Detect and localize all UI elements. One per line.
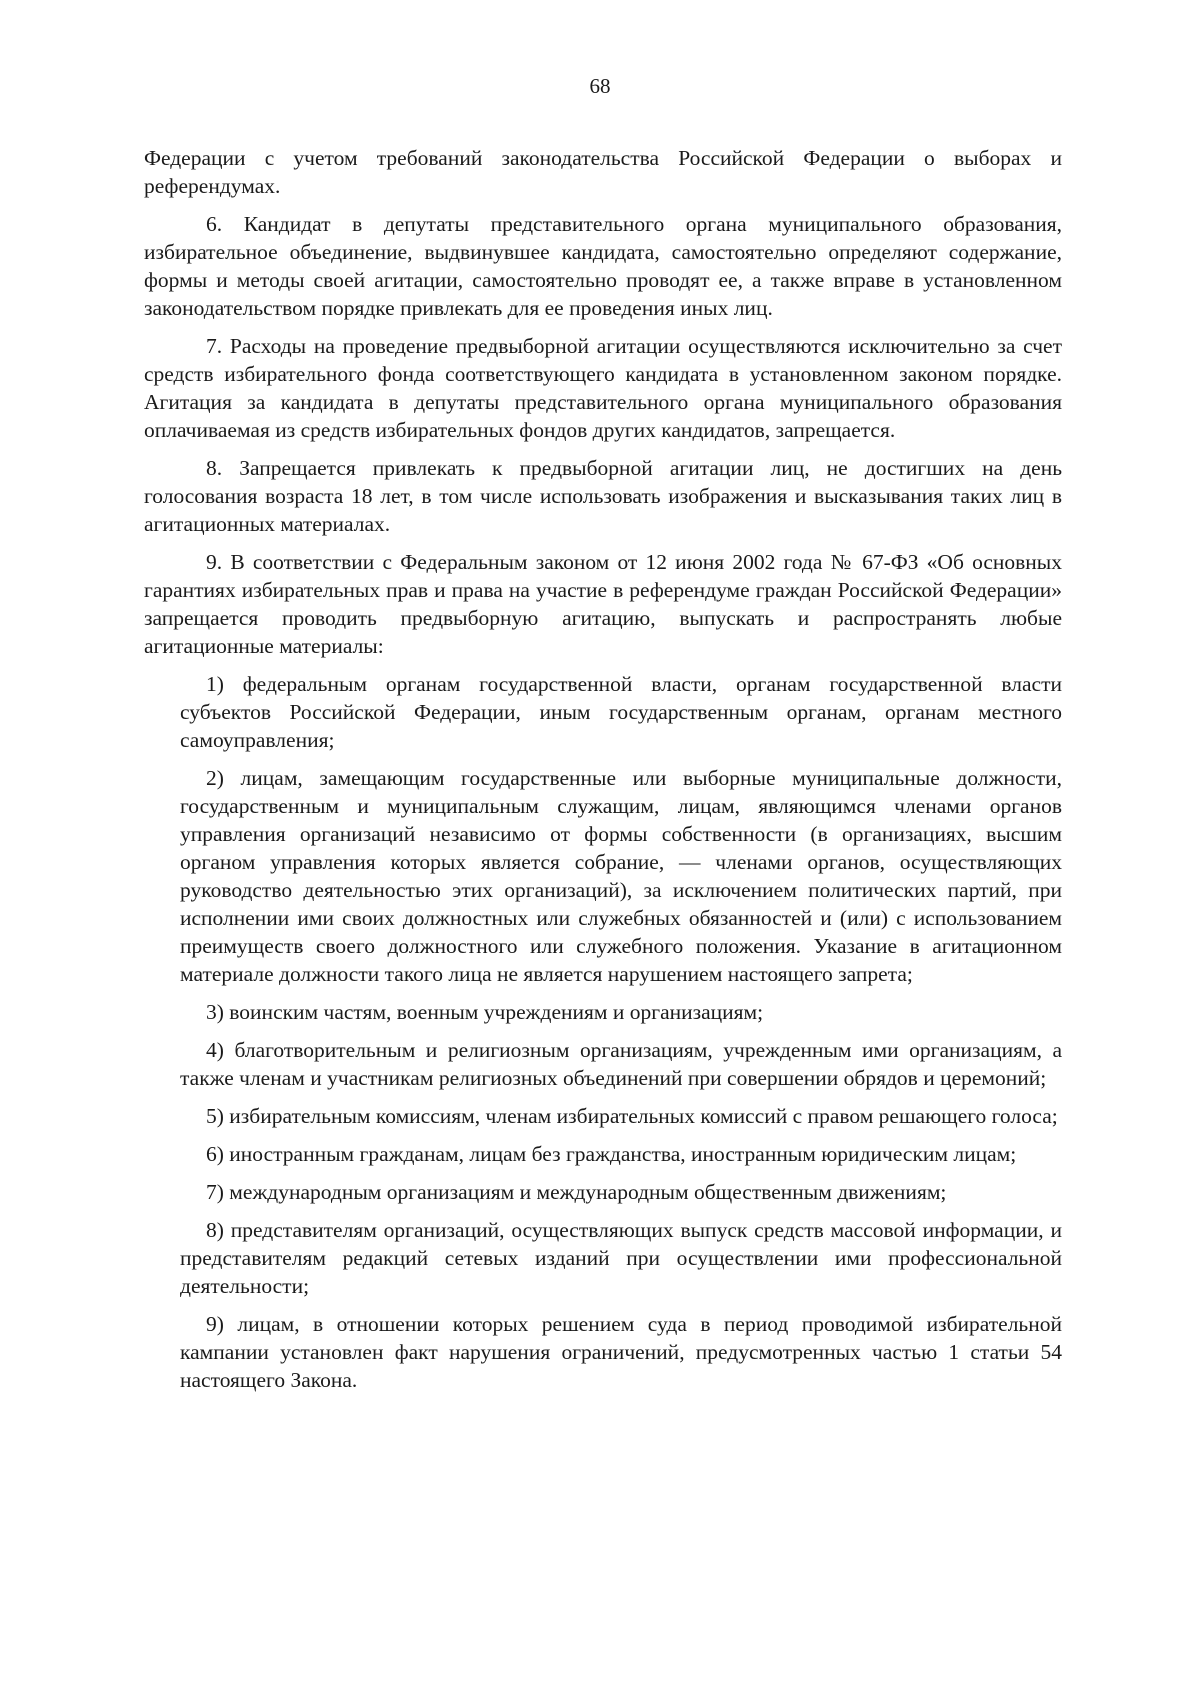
subitem-2 [180,764,1062,988]
subitem-number: 9) [206,1312,224,1336]
subitem-1 [180,670,1062,754]
subitem-3 [180,998,1062,1026]
paragraph-text: Запрещается привлекать к предвыборной агитации лиц, не достигших на день голосования возраста 18 лет, в том числе использовать изображения и высказывания таких лиц в агитационных материалах. [144,456,1063,536]
paragraph-text: В соответствии с Федеральным законом от 12 июня 2002 года № 67-ФЗ «Об основных гарантиях избирательных прав и права на участие в референдуме граждан Российской Федерации» запрещается проводить предвыборную агитацию, выпускать и распространять любые агитационные материалы: [144,550,1063,658]
subitem-number: 3) [206,1000,224,1024]
subitem-text: федеральным органам государственной власти, органам государственной власти субъектов Российской Федерации, иным государственным органам, органам местного самоуправления; [180,672,1062,752]
subitem-number: 7) [206,1180,224,1204]
paragraph-number: 8. [206,456,223,480]
subitem-text: воинским частям, военным учреждениям и организациям; [229,1000,764,1024]
subitem-text: представителям организаций, осуществляющих выпуск средств массовой информации, и представителям редакций сетевых изданий при осуществлении ими профессиональной деятельности; [180,1218,1062,1298]
subitem-text: международным организациям и международным общественным движениям; [229,1180,947,1204]
paragraph-continuation [144,144,1062,200]
subitem-text: избирательным комиссиям, членам избирательных комиссий с правом решающего голоса; [229,1104,1058,1128]
subitem-4 [180,1036,1062,1092]
paragraph-9 [144,548,1062,660]
paragraph-text: Расходы на проведение предвыборной агитации осуществляются исключительно за счет средств избирательного фонда соответствующего кандидата в установленном законом порядке. Агитация за кандидата в депутаты представительного органа муниципального образования оплачиваемая из средств избирательных фондов других кандидатов, запрещается. [144,334,1062,442]
subitem-number: 5) [206,1104,224,1128]
subitem-9 [180,1310,1062,1394]
paragraph-number: 7. [206,334,223,358]
subitem-text: лицам, в отношении которых решением суда в период проводимой избирательной кампании установлен факт нарушения ограничений, предусмотренных частью 1 статьи 54 настоящего Закона. [180,1312,1062,1392]
subitem-text: лицам, замещающим государственные или выборные муниципальные должности, государственным и муниципальным служащим, лицам, являющимся членами органов управления организаций независимо от формы собственности (в организациях, высшим органом управления которых является собрание, — членами органов, осуществляющих руководство деятельностью этих организаций), за исключением политических партий, при исполнении ими своих должностных или служебных обязанностей и (или) с использованием преимуществ своего должностного или служебного положения. Указание в агитационном материале должности такого лица не является нарушением настоящего запрета; [180,766,1062,986]
subitem-number: 1) [206,672,224,696]
subitem-5 [180,1102,1062,1130]
subitem-text: иностранным гражданам, лицам без гражданства, иностранным юридическим лицам; [229,1142,1017,1166]
subitem-7 [180,1178,1062,1206]
subitem-text: благотворительным и религиозным организациям, учрежденным ими организациям, а также членам и участникам религиозных объединений при совершении обрядов и церемоний; [180,1038,1063,1090]
paragraph-6 [144,210,1062,322]
subitem-number: 4) [206,1038,224,1062]
subitem-number: 2) [206,766,224,790]
paragraph-8 [144,454,1062,538]
paragraph-7 [144,332,1062,444]
document-body [144,144,1062,1404]
paragraph-number: 9. [206,550,223,574]
subitem-6 [180,1140,1062,1168]
page-number: 68 [589,74,611,98]
subitem-number: 6) [206,1142,224,1166]
paragraph-text: Кандидат в депутаты представительного органа муниципального образования, избирательное объединение, выдвинувшее кандидата, самостоятельно определяют содержание, формы и методы своей агитации, самостоятельно проводят ее, а также вправе в установленном законодательством порядке привлекать для ее проведения иных лиц. [144,212,1063,320]
paragraph-number: 6. [206,212,223,236]
subitem-8 [180,1216,1062,1300]
subitem-number: 8) [206,1218,224,1242]
paragraph-text: Федерации с учетом требований законодательства Российской Федерации о выборах и референдумах. [144,146,1062,198]
